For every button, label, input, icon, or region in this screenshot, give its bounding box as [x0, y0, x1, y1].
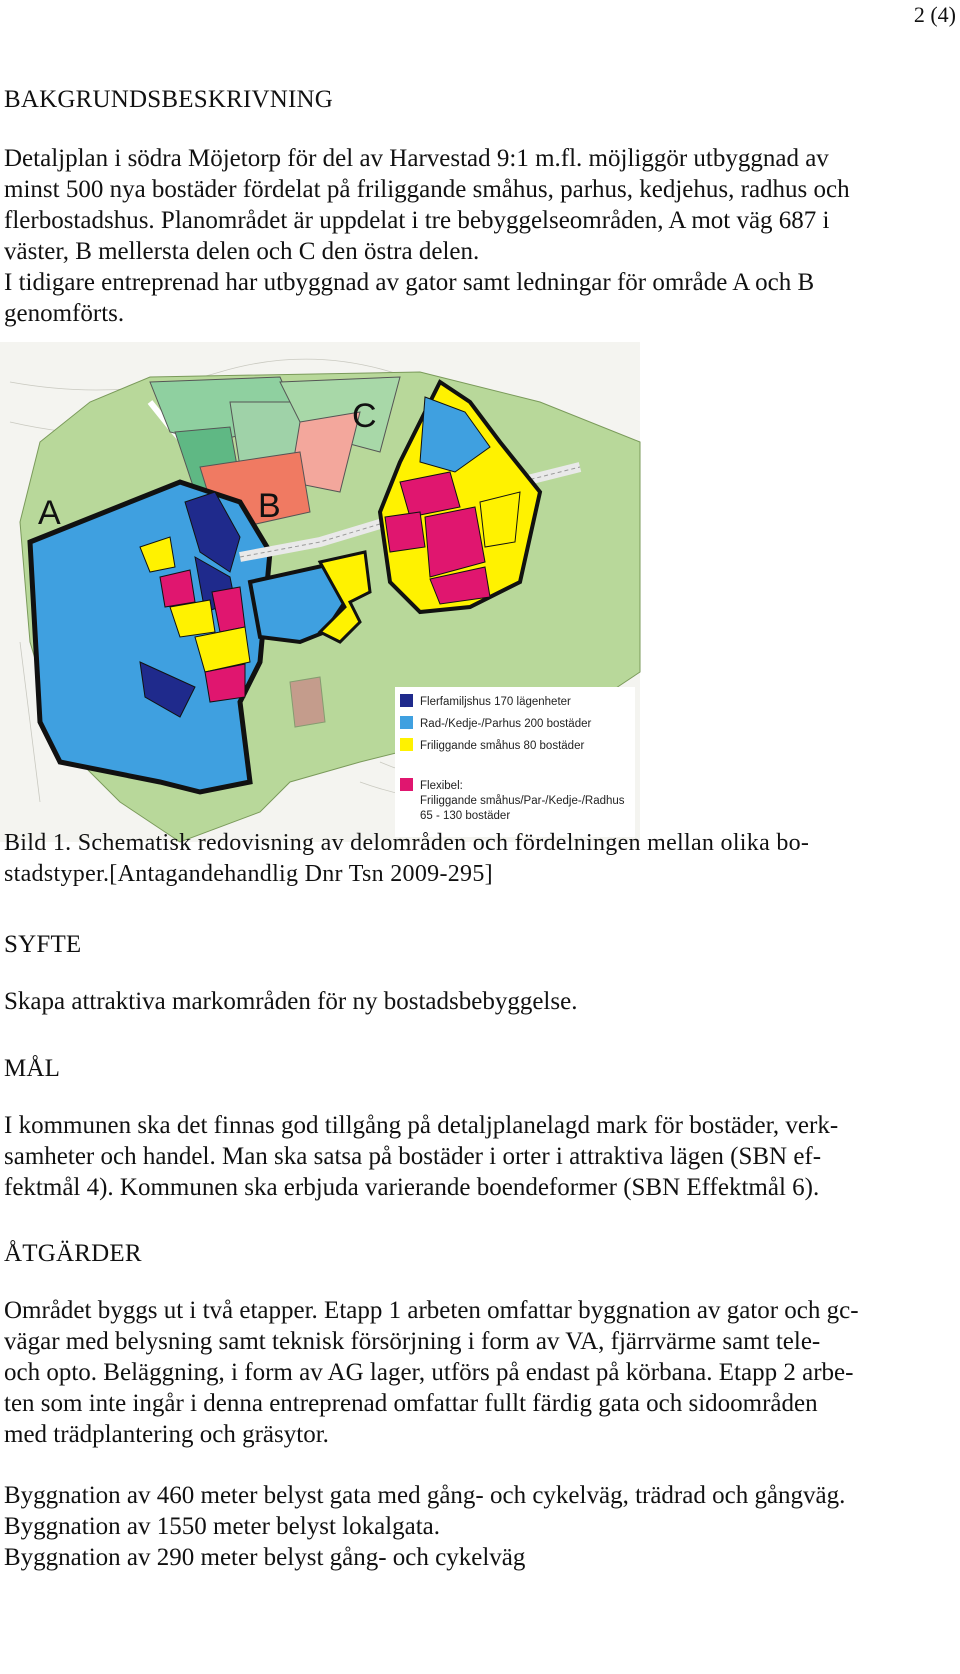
list-item: Byggnation av 460 meter belyst gata med gång- och cykelväg, trädrad och gångväg.	[4, 1482, 846, 1509]
legend-label: 65 - 130 bostäder	[420, 810, 511, 822]
figure-caption	[4, 828, 940, 890]
text-line: minst 500 nya bostäder fördelat på friliggande småhus, parhus, kedjehus, radhus och	[4, 176, 850, 203]
legend-label: Rad-/Kedje-/Parhus 200 bostäder	[420, 718, 592, 730]
heading-mal: MÅL	[4, 1055, 61, 1082]
text-line: väster, B mellersta delen och C den östra delen.	[4, 238, 480, 265]
text-line: vägar med belysning samt teknisk försörjning i form av VA, fjärrvärme samt tele-	[4, 1328, 821, 1355]
text-line: I kommunen ska det finnas god tillgång på detaljplanelagd mark för bostäder, verk-	[4, 1112, 839, 1139]
text-line: och opto. Beläggning, i form av AG lager, utförs på endast på körbana. Etapp 2 arbe-	[4, 1359, 854, 1386]
heading-atgarder: ÅTGÄRDER	[4, 1240, 142, 1267]
heading-syfte: SYFTE	[4, 931, 82, 958]
text-line: samheter och handel. Man ska satsa på bostäder i orter i attraktiva lägen (SBN ef-	[4, 1143, 822, 1170]
text-line: I tidigare entreprenad har utbyggnad av gator samt ledningar för område A och B	[4, 269, 815, 296]
region-label-b: B	[258, 487, 281, 525]
mal-paragraph	[4, 1110, 940, 1203]
block-magenta	[160, 570, 195, 607]
region-label-c: C	[352, 397, 377, 435]
text-line: Området byggs ut i två etapper. Etapp 1 arbeten omfattar byggnation av gator och gc-	[4, 1297, 859, 1324]
block-magenta	[290, 677, 325, 727]
background-paragraph	[4, 143, 940, 329]
legend-swatch-dark-blue	[400, 694, 413, 707]
legend-label: Friliggande småhus 80 bostäder	[420, 740, 585, 752]
text-line: flerbostadshus. Planområdet är uppdelat i tre bebyggelseområden, A mot väg 687 i	[4, 207, 830, 234]
syfte-text	[4, 986, 940, 1017]
atgarder-paragraph	[4, 1295, 940, 1450]
map-legend	[395, 687, 635, 837]
legend-swatch-light-blue	[400, 716, 413, 729]
caption-line: stadstyper.[Antagandehandlig Dnr Tsn 2009-295]	[4, 861, 493, 887]
text-line: Skapa attraktiva markområden för ny bostadsbebyggelse.	[4, 988, 578, 1015]
list-item: Byggnation av 1550 meter belyst lokalgata.	[4, 1513, 441, 1540]
region-label-a: A	[38, 494, 61, 532]
page-number: 2 (4)	[913, 2, 956, 27]
caption-line: Bild 1. Schematisk redovisning av delområden och fördelningen mellan olika bo-	[4, 830, 810, 856]
text-line: ten som inte ingår i denna entreprenad omfattar fullt färdig gata och sidoområden	[4, 1390, 818, 1417]
legend-label: Flexibel:	[420, 780, 463, 792]
block-magenta	[385, 512, 425, 552]
heading-background: BAKGRUNDSBESKRIVNING	[4, 86, 334, 113]
list-item: Byggnation av 290 meter belyst gång- och cykelväg	[4, 1544, 526, 1571]
text-line: Detaljplan i södra Möjetorp för del av Harvestad 9:1 m.fl. möjliggör utbyggnad av	[4, 145, 829, 172]
site-plan-map	[0, 342, 660, 877]
legend-label: Friliggande småhus/Par-/Kedje-/Radhus	[420, 795, 625, 807]
block-yellow	[480, 492, 520, 547]
text-line: fektmål 4). Kommunen ska erbjuda varierande boendeformer (SBN Effektmål 6).	[4, 1174, 820, 1201]
legend-swatch-magenta	[400, 778, 413, 791]
legend-label: Flerfamiljshus 170 lägenheter	[420, 696, 571, 708]
text-line: med trädplantering och gräsytor.	[4, 1421, 329, 1448]
legend-swatch-yellow	[400, 738, 413, 751]
atgarder-items	[4, 1480, 940, 1573]
text-line: genomförts.	[4, 300, 125, 327]
